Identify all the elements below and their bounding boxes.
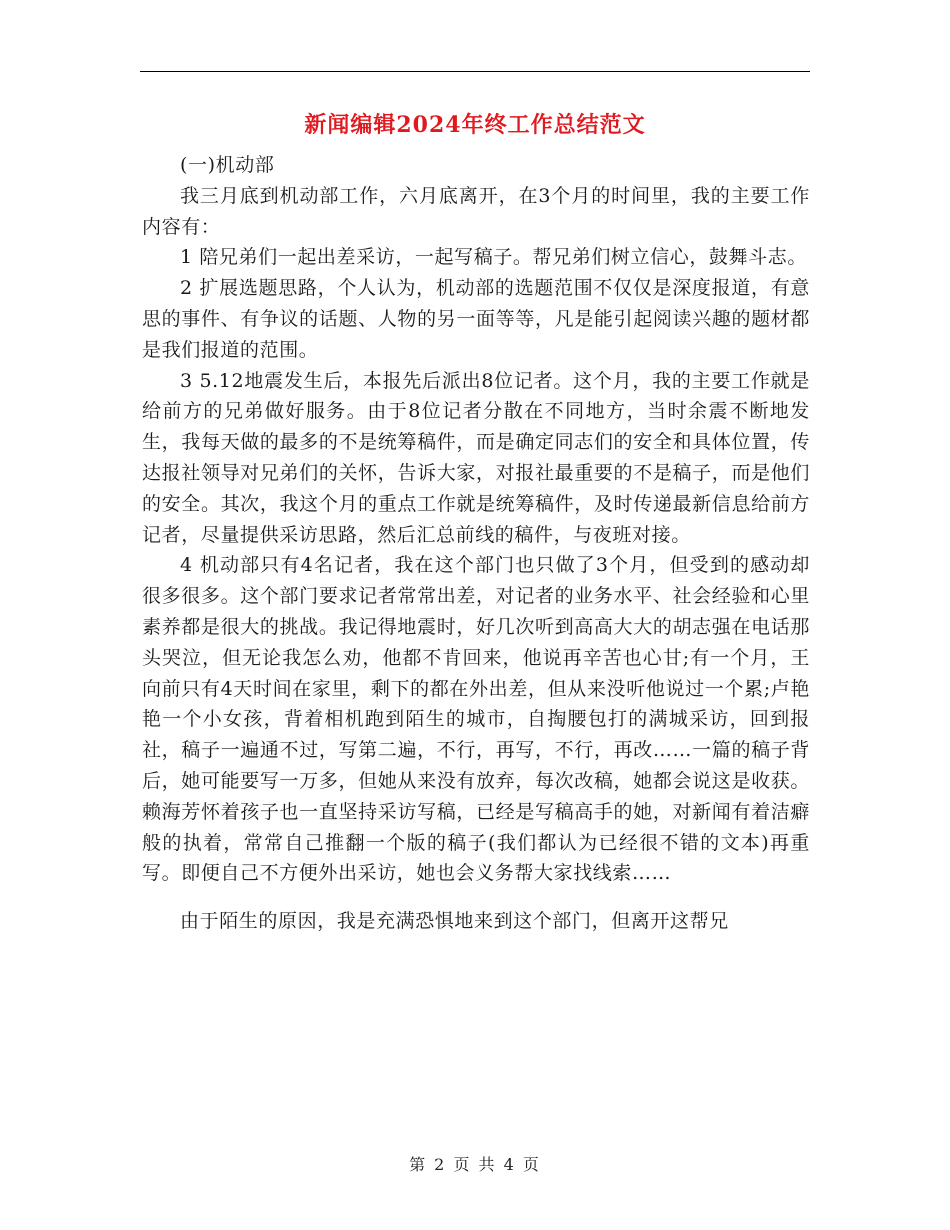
body-paragraph: 2 扩展选题思路，个人认为，机动部的选题范围不仅仅是深度报道，有意思的事件、有争议的话题、人物的另一面等等，凡是能引起阅读兴趣的题材都是我们报道的范围。	[142, 277, 810, 361]
document-title: 新闻编辑2024年终工作总结范文	[304, 112, 646, 138]
body-paragraph: 1 陪兄弟们一起出差采访，一起写稿子。帮兄弟们树立信心，鼓舞斗志。	[180, 246, 807, 269]
section-heading: (一)机动部	[180, 154, 275, 176]
page-number: 第 2 页 共 4 页	[409, 1155, 541, 1174]
header-rule	[140, 71, 810, 72]
body-paragraph: 我三月底到机动部工作，六月底离开，在3个月的时间里，我的主要工作内容有：	[142, 184, 810, 238]
body-paragraph: 3 5.12地震发生后，本报先后派出8位记者。这个月，我的主要工作就是给前方的兄弟做好服务。由于8位记者分散在不同地方，当时余震不断地发生，我每天做的最多的不是统筹稿件，而是确定同志们的安全和具体位置，传达报社领导对兄弟们的关怀，告诉大家，对报社最重要的不是稿子，而是他们的安全。其次，我这个月的重点工作就是统筹稿件，及时传递最新信息给前方记者，尽量提供采访思路，然后汇总前线的稿件，与夜班对接。	[142, 369, 810, 546]
document-body	[142, 150, 810, 937]
body-paragraph: 4 机动部只有4名记者，我在这个部门也只做了3个月，但受到的感动却很多很多。这个部门要求记者常常出差，对记者的业务水平、社会经验和心里素养都是很大的挑战。我记得地震时，好几次听到高高大大的胡志强在电话那头哭泣，但无论我怎么劝，他都不肯回来，他说再辛苦也心甘;有一个月，王向前只有4天时间在家里，剩下的都在外出差，但从来没听他说过一个累;卢艳艳一个小女孩，背着相机跑到陌生的城市，自掏腰包打的满城采访，回到报社，稿子一遍通不过，写第二遍，不行，再写，不行，再改……一篇的稿子背后，她可能要写一万多，但她从来没有放弃，每次改稿，她都会说这是收获。赖海芳怀着孩子也一直坚持采访写稿，已经是写稿高手的她，对新闻有着洁癖般的执着，常常自己推翻一个版的稿子(我们都认为已经很不错的文本)再重写。即便自己不方便外出采访，她也会义务帮大家找线索……	[142, 554, 810, 885]
body-paragraph: 由于陌生的原因，我是充满恐惧地来到这个部门，但离开这帮兄	[180, 910, 729, 933]
